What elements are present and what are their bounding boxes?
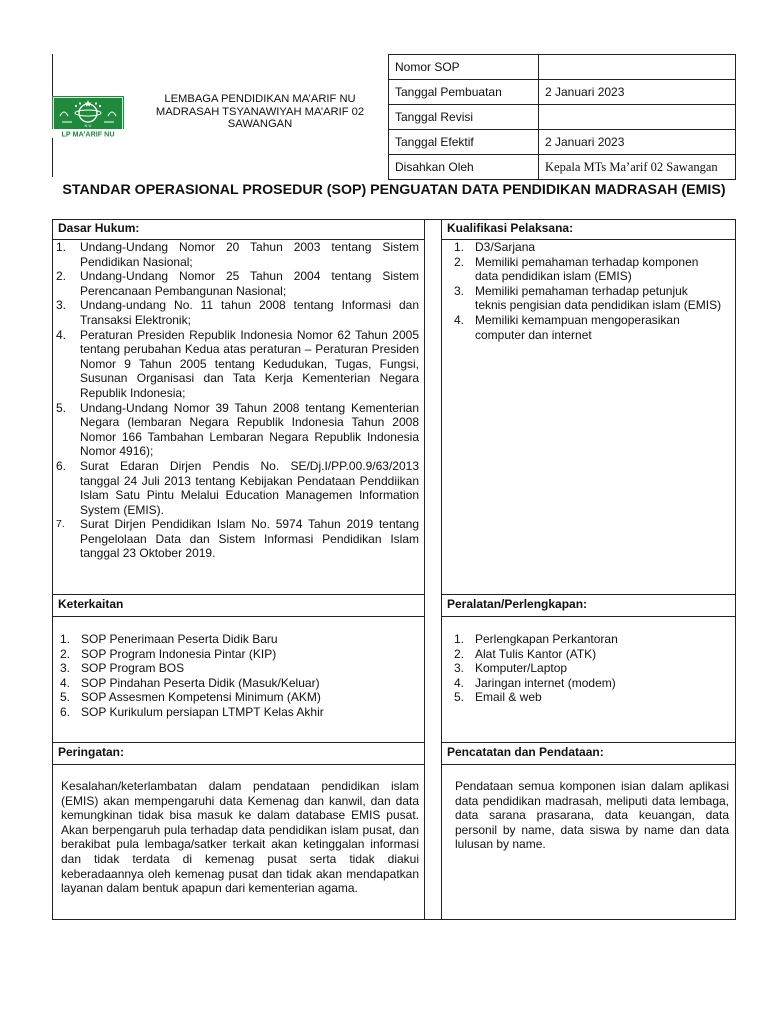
list-item	[56, 676, 416, 691]
peringatan-text: Kesalahan/keterlambatan dalam pendataan pendidikan islam (EMIS) akan mempengaruhi data Kemenag dan kanwil, dan data kemungkinan tidak bisa masuk ke dalam database EMIS pusat. Akan berpengaruh pula terhadap data pendidikan islam pusat, dan berakibat pula lembaga/satker terkait akan ketinggalan informasi dan tidak terdata di kemenag pusat serta tidak diakui keberadaannya oleh kemenag pusat dan tidak akan mendapatkan layanan dalam bentuk apapun dari kementerian agama.	[61, 779, 419, 896]
list-item	[56, 690, 416, 705]
pencatatan-title: Pencatatan dan Pendataan:	[447, 745, 604, 759]
keterkaitan-title: Keterkaitan	[58, 597, 124, 611]
frame-mid-line-a	[424, 219, 425, 919]
sep-right-4	[441, 742, 735, 743]
item-number: 5.	[56, 400, 67, 415]
meta-value-efektif: 2 Januari 2023	[539, 130, 736, 155]
item-text: Undang-Undang Nomor 25 Tahun 2004 tentang Sistem Perencanaan Pembangunan Nasional;	[80, 269, 419, 298]
sep-right-2	[441, 594, 735, 595]
list-item	[52, 401, 419, 459]
pencatatan-text: Pendataan semua komponen isian dalam aplikasi data pendidikan madrasah, meliputi data lembaga, data sarana prasarana, data keuangan, data personil by name, data siswa by name dan data lulusan by name.	[455, 779, 729, 852]
item-text: Surat Edaran Dirjen Pendis No. SE/Dj.I/PP.00.9/63/2013 tanggal 24 Juli 2013 tentang Kebijakan Pendataan Penddiikan Islam Satu Pintu Melalui Education Managemen Information System (EMIS).	[80, 458, 419, 517]
list-item	[52, 459, 419, 517]
meta-label-revisi: Tanggal Revisi	[389, 105, 539, 130]
item-text: Memiliki pemahaman terhadap komponen data pendidikan islam (EMIS)	[475, 254, 699, 284]
frame-right-line	[735, 219, 736, 919]
list-item	[52, 240, 419, 269]
meta-value-disahkan: Kepala MTs Ma’arif 02 Sawangan	[539, 155, 736, 180]
item-text: Alat Tulis Kantor (ATK)	[475, 646, 597, 661]
item-text: Undang-Undang Nomor 20 Tahun 2003 tentang Sistem Pendidikan Nasional;	[80, 240, 419, 269]
item-number: 5.	[60, 690, 71, 705]
meta-value-pembuatan: 2 Januari 2023	[539, 80, 736, 105]
peringatan-title: Peringatan:	[58, 745, 125, 759]
item-text: Memiliki pemahaman terhadap petunjuk teknis pengisian data pendidikan islam (EMIS)	[475, 283, 722, 313]
meta-row-revisi	[389, 105, 736, 130]
item-text: Surat Dirjen Pendidikan Islam No. 5974 Tahun 2019 tentang Pengelolaan Data dan Sistem Informasi Pendidikan Islam tanggal 23 Oktober 2019.	[80, 517, 419, 561]
sep-left-5	[52, 764, 424, 765]
list-item	[52, 269, 419, 298]
frame-bottom-line	[52, 919, 736, 920]
meta-row-nomor	[389, 55, 736, 80]
meta-row-pembuatan	[389, 80, 736, 105]
org-line-3: SAWANGAN	[227, 118, 293, 130]
item-number: 3.	[56, 298, 67, 313]
meta-label-pembuatan: Tanggal Pembuatan	[389, 80, 539, 105]
item-text: SOP Assesmen Kompetensi Minimum (AKM)	[81, 690, 321, 705]
kualifikasi-list	[450, 240, 722, 342]
list-item	[450, 676, 722, 691]
item-number: 4.	[454, 675, 465, 690]
sep-right-3	[441, 616, 735, 617]
organization-name	[140, 93, 380, 131]
dasar-hukum-title: Dasar Hukum:	[58, 221, 140, 235]
sep-right-5	[441, 764, 735, 765]
list-item	[450, 313, 722, 342]
meta-row-efektif	[389, 130, 736, 155]
peralatan-title: Peralatan/Perlengkapan:	[447, 597, 588, 611]
item-number: 4.	[60, 675, 71, 690]
item-text: Undang-undang No. 11 tahun 2008 tentang Informasi dan Transaksi Elektronik;	[80, 298, 419, 327]
item-number: 4.	[454, 312, 465, 327]
item-text: Peraturan Presiden Republik Indonesia Nomor 62 Tahun 2005 tentang perubahan Kedua atas peraturan – Peraturan Presiden Nomor 9 Tahun 2005 tentang Kedudukan, Tugas, Fungsi, Susunan Organisasi dan Tata Kerja Kementerian Negara Republik Indonesia;	[80, 327, 419, 400]
org-line-1: LEMBAGA PENDIDIKAN MA’ARIF NU	[164, 93, 356, 105]
meta-label-disahkan: Disahkan Oleh	[389, 155, 539, 180]
list-item	[56, 632, 416, 647]
kualifikasi-title: Kualifikasi Pelaksana:	[447, 221, 574, 235]
item-number: 6.	[56, 458, 67, 473]
item-number: 1.	[454, 632, 465, 646]
dasar-hukum-list	[52, 240, 419, 561]
peralatan-list	[450, 632, 722, 705]
lp-maarif-nu-logo	[52, 96, 124, 138]
logo-nu-letters: N U	[84, 123, 92, 128]
list-item	[450, 284, 722, 313]
item-text: SOP Program Indonesia Pintar (KIP)	[81, 646, 277, 661]
list-item	[52, 517, 419, 561]
item-number: 5.	[454, 690, 465, 705]
item-text: Komputer/Laptop	[475, 661, 568, 676]
logo-caption: LP MA'ARIF NU	[61, 129, 115, 138]
item-number: 6.	[60, 704, 71, 719]
sep-left-4	[52, 742, 424, 743]
frame-mid-line-b	[441, 219, 442, 919]
sop-metadata-table	[388, 54, 736, 180]
item-text: SOP Program BOS	[81, 661, 185, 676]
item-number: 3.	[454, 283, 465, 298]
list-item	[56, 647, 416, 662]
item-number: 3.	[454, 661, 465, 676]
document-title: STANDAR OPERASIONAL PROSEDUR (SOP) PENGUATAN DATA PENDIDIKAN MADRASAH (EMIS)	[62, 182, 726, 198]
meta-label-efektif: Tanggal Efektif	[389, 130, 539, 155]
list-item	[52, 328, 419, 401]
item-text: Jaringan internet (modem)	[475, 675, 616, 690]
list-item	[56, 661, 416, 676]
list-item	[450, 240, 722, 255]
org-line-2: MADRASAH TSYANAWIYAH MA’ARIF 02	[155, 105, 365, 118]
item-text: Perlengkapan Perkantoran	[475, 632, 618, 646]
item-number: 1.	[454, 240, 465, 254]
item-text: SOP Pindahan Peserta Didik (Masuk/Keluar)	[81, 675, 320, 690]
list-item	[450, 661, 722, 676]
item-number: 1.	[60, 632, 71, 646]
sep-left-3	[52, 616, 424, 617]
list-item	[450, 647, 722, 662]
item-number: 4.	[56, 327, 67, 342]
item-text: D3/Sarjana	[475, 240, 536, 254]
frame-top-line	[52, 219, 736, 220]
list-item	[450, 690, 722, 705]
meta-row-disahkan	[389, 155, 736, 180]
keterkaitan-list	[56, 632, 416, 720]
item-number: 2.	[454, 646, 465, 661]
item-text: Email & web	[475, 690, 542, 705]
item-number: 3.	[60, 661, 71, 676]
meta-value-revisi	[539, 105, 736, 130]
list-item	[56, 705, 416, 720]
meta-value-nomor	[539, 55, 736, 80]
item-text: SOP Kurikulum persiapan LTMPT Kelas Akhir	[81, 704, 324, 719]
item-number: 7.	[56, 518, 65, 531]
item-number: 2.	[60, 646, 71, 661]
meta-label-nomor: Nomor SOP	[389, 55, 539, 80]
list-item	[450, 255, 722, 284]
item-text: Memiliki kemampuan mengoperasikan computer dan internet	[475, 312, 680, 342]
item-number: 2.	[56, 269, 67, 284]
item-text: SOP Penerimaan Peserta Didik Baru	[81, 632, 278, 646]
item-number: 2.	[454, 254, 465, 269]
list-item	[450, 632, 722, 647]
sep-left-2	[52, 594, 424, 595]
item-text: Undang-Undang Nomor 39 Tahun 2008 tentang Kementerian Negara (lembaran Negara Republik Indonesia Tahun 2008 Nomor 166 Tambahan Lembaran Negara Republik Indonesia Nomor 4916);	[80, 400, 419, 459]
item-number: 1.	[56, 240, 67, 254]
list-item	[52, 298, 419, 327]
